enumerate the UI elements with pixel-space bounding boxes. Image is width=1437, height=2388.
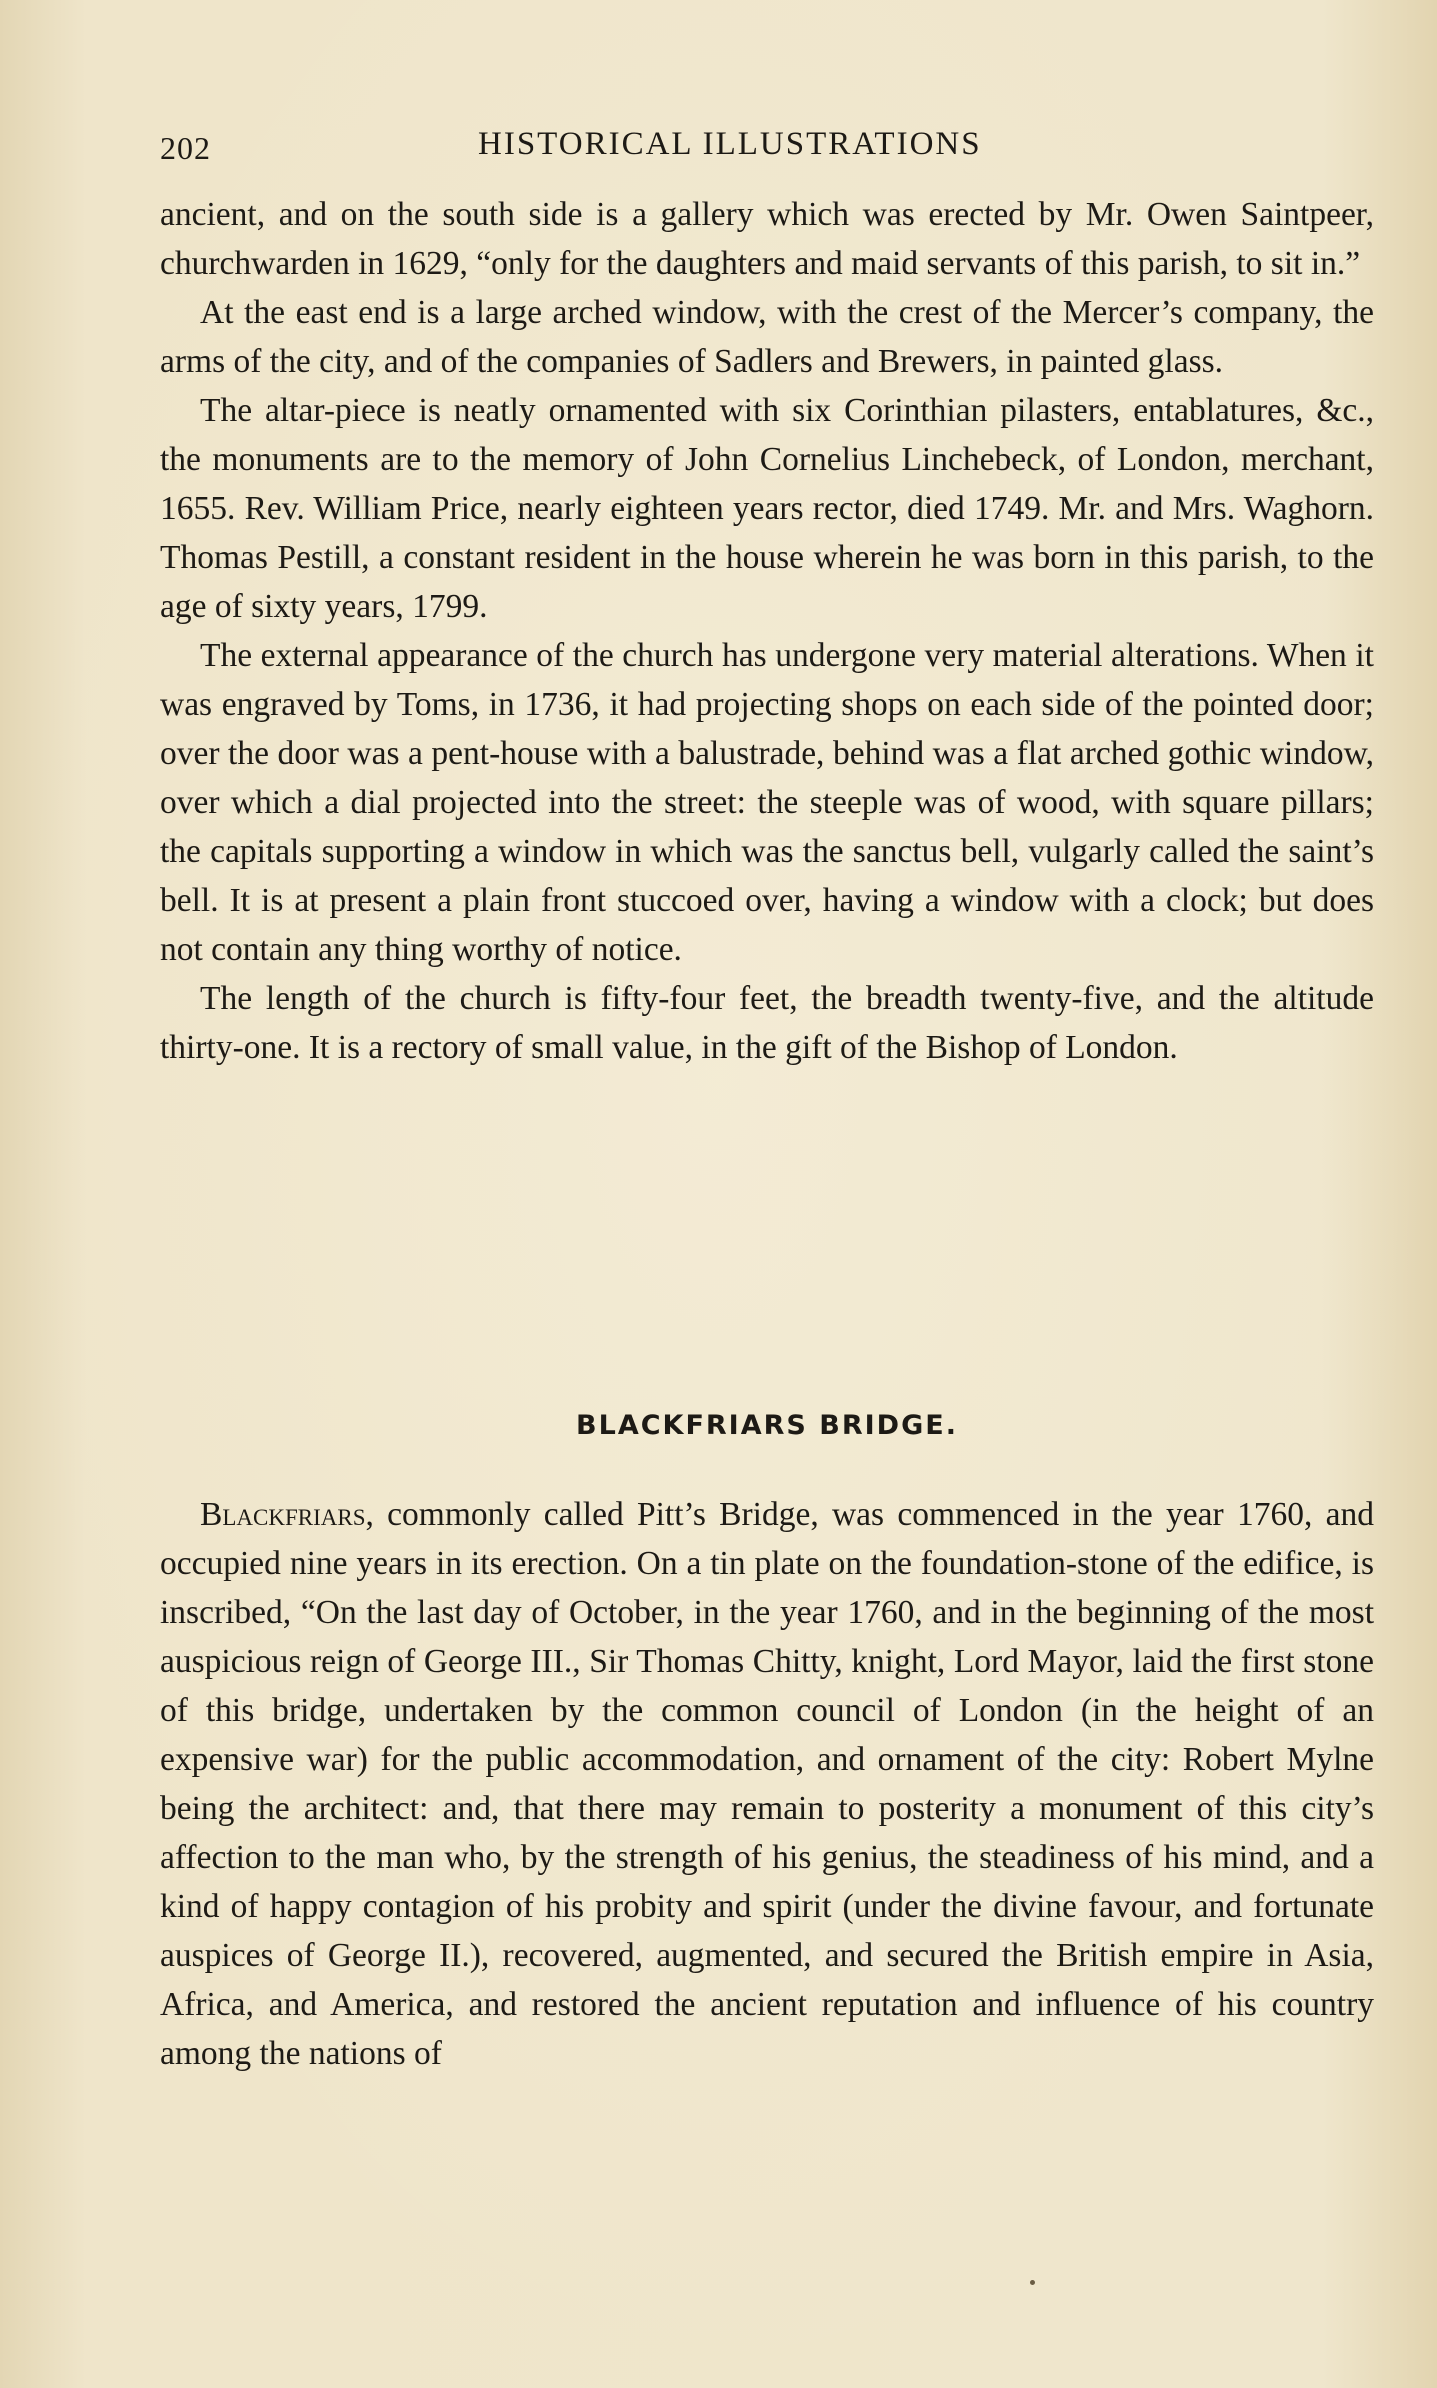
page-header bbox=[160, 122, 1374, 172]
paragraph: The length of the church is fifty-four feet, the breadth twenty-five, and the altitude thirty-one. It is a rectory of small value, in the gift of the Bishop of London. bbox=[160, 980, 1374, 1066]
paragraph: The external appearance of the church has undergone very material alterations. When it was engraved by Toms, in 1736, it had projecting shops on each side of the pointed door; over the door was a pent-house with a balustrade, behind was a flat arched gothic window, over which a dial projected into the street: the steeple was of wood, with square pillars; the capitals supporting a window in which was the sanctus bell, vulgarly called the saint’s bell. It is at present a plain front stuccoed over, having a window with a clock; but does not contain any thing worthy of notice. bbox=[160, 637, 1374, 968]
paragraph: At the east end is a large arched window, with the crest of the Mercer’s company, the arms of the city, and of the companies of Sadlers and Brewers, in painted glass. bbox=[160, 294, 1374, 380]
church-description bbox=[160, 190, 1374, 1072]
section-heading: BLACKFRIARS BRIDGE. bbox=[576, 1410, 958, 1441]
paragraph: The altar-piece is neatly ornamented with six Corinthian pilasters, entablatures, &c., the monuments are to the memory of John Cornelius Linchebeck, of London, merchant, 1655. Rev. William Price, nearly eighteen years rector, died 1749. Mr. and Mrs. Waghorn. Thomas Pestill, a constant resident in the house wherein he was born in this parish, to the age of sixty years, 1799. bbox=[160, 392, 1374, 625]
page-number: 202 bbox=[160, 130, 211, 166]
lead-word: Blackfriars, bbox=[200, 1496, 374, 1533]
running-head: HISTORICAL ILLUSTRATIONS bbox=[478, 126, 982, 162]
paper-speck bbox=[1030, 2280, 1035, 2285]
paragraph-text: commonly called Pitt’s Bridge, was commenced in the year 1760, and occupied nine years in its erection. On a tin plate on the foundation-stone of the edifice, is inscribed, “On the last day of October, in the year 1760, and in the beginning of the most auspicious reign of George III., Sir Thomas Chitty, knight, Lord Mayor, laid the first stone of this bridge, undertaken by the common council of London (in the height of an expensive war) for the public accommodation, and ornament of the city: Robert Mylne being the architect: and, that there may remain to posterity a monument of this city’s affection to the man who, by the strength of his genius, the steadiness of his mind, and a kind of happy contagion of his probity and spirit (under the divine favour, and fortunate auspices of George II.), recovered, augmented, and secured the British empire in Asia, Africa, and America, and restored the ancient reputation and influence of his country among the nations of bbox=[160, 1496, 1374, 2072]
blackfriars-bridge-section bbox=[160, 1490, 1374, 2078]
paragraph: ancient, and on the south side is a gallery which was erected by Mr. Owen Saintpeer, churchwarden in 1629, “only for the daughters and maid servants of this parish, to sit in.” bbox=[160, 196, 1374, 282]
paragraph bbox=[160, 1490, 1374, 2078]
